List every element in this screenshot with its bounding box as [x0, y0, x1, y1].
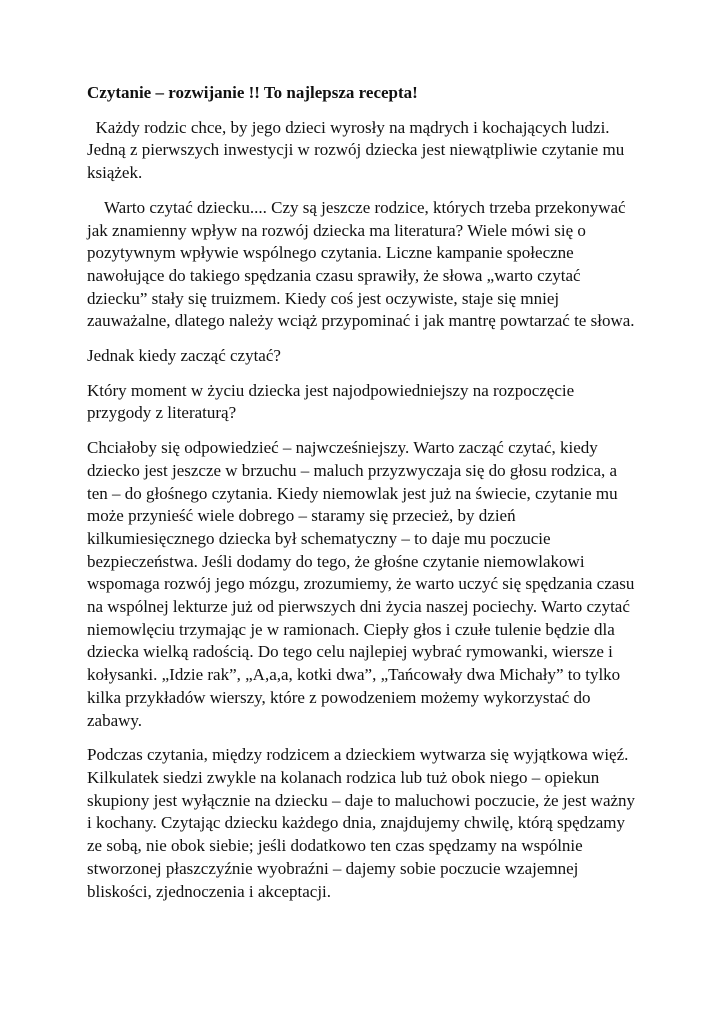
document-title: Czytanie – rozwijanie !! To najlepsza recepta! [87, 83, 418, 102]
paragraph-earliest: Chciałoby się odpowiedzieć – najwcześniejszy. Warto zacząć czytać, kiedy dziecko jest jeszcze w brzuchu – maluch przyzwyczaja się do głosu rodzica, a ten – do głośnego czytania. Kiedy niemowlak jest już na świecie, czytanie mu może przynieść wiele dobrego – staramy się przecież, by dzień kilkumiesięcznego dziecka był schematyczny – to daje mu poczucie bezpieczeństwa. Jeśli dodamy do tego, że głośne czytanie niemowlakowi wspomaga rozwój jego mózgu, zrozumiemy, że warto uczyć się spędzania czasu na wspólnej lekturze już od pierwszych dni życia naszej pociechy. Warto czytać niemowlęciu trzymając je w ramionach. Ciepły głos i czułe tulenie będzie dla dziecka wielką radością. Do tego celu najlepiej wybrać rymowanki, wiersze i kołysanki. „Idzie rak”, „A,a,a, kotki dwa”, „Tańcowały dwa Michały” to tylko kilka przykładów wierszy, które z powodzeniem możemy wykorzystać do zabawy. [87, 438, 635, 730]
paragraph-question-when: Jednak kiedy zacząć czytać? [87, 346, 281, 366]
paragraph-intro: Każdy rodzic chce, by jego dzieci wyrosły na mądrych i kochających ludzi. Jedną z pierwszych inwestycji w rozwój dziecka jest niewątpliwie czytanie mu książek. [87, 117, 625, 183]
paragraph-question-moment: Który moment w życiu dziecka jest najodpowiedniejszy na rozpoczęcie przygody z literaturą? [87, 380, 575, 423]
paragraph-worth-reading: Warto czytać dziecku.... Czy są jeszcze rodzice, których trzeba przekonywać jak znamienny wpływ na rozwój dziecka ma literatura? Wiele mówi się o pozytywnym wpływie wspólnego czytania. Liczne kampanie społeczne nawołujące do takiego spędzania czasu sprawiły, że słowa „warto czytać dziecku” stały się truizmem. Kiedy coś jest oczywiste, staje się mniej zauważalne, dlatego należy wciąż przypominać i jak mantrę powtarzać te słowa. [87, 197, 635, 331]
paragraph-bond: Podczas czytania, między rodzicem a dzieckiem wytwarza się wyjątkowa więź. Kilkulatek siedzi zwykle na kolanach rodzica lub tuż obok niego – opiekun skupiony jest wyłącznie na dziecku – daje to maluchowi poczucie, że jest ważny i kochany. Czytając dziecku każdego dnia, znajdujemy chwilę, którą spędzamy ze sobą, nie obok siebie; jeśli dodatkowo ten czas spędzamy na wspólnie stworzonej płaszczyźnie wyobraźni – dajemy sobie poczucie wzajemnej bliskości, zjednoczenia i akceptacji. [87, 745, 636, 901]
